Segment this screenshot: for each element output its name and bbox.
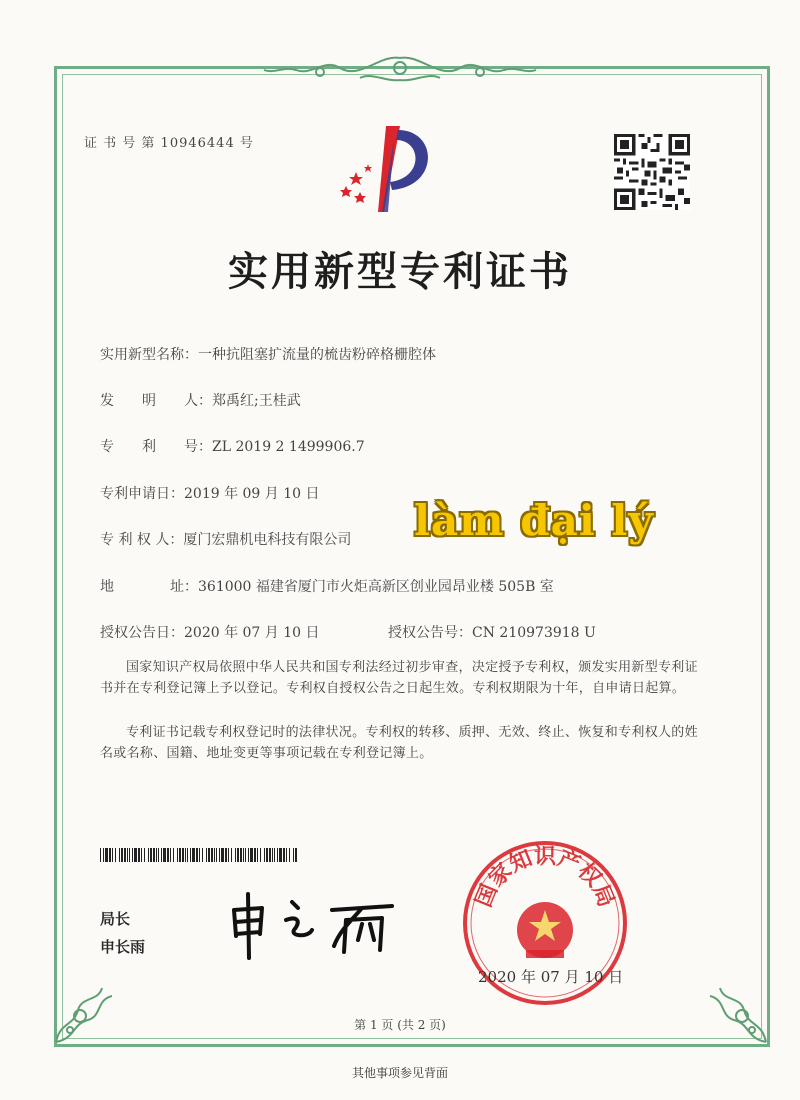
patentee-value: 厦门宏鼎机电科技有限公司 <box>183 532 352 548</box>
director-title: 局长 <box>100 910 131 928</box>
barcode-bar <box>214 848 215 862</box>
body-paragraph-1: 国家知识产权局依照中华人民共和国专利法经过初步审查，决定授予专利权，颁发实用新型专利证书并在专利登记簿上予以登记。专利权自授权公告之日起生效。专利权期限为十年，自申请日起算。 <box>100 660 698 696</box>
inventor-row <box>100 390 301 410</box>
barcode-bar <box>170 848 171 862</box>
barcode-bar <box>150 848 152 862</box>
barcode-bar <box>158 848 159 862</box>
barcode-bar <box>283 848 285 862</box>
barcode-bar <box>185 848 186 862</box>
address-value: 361000 福建省厦门市火炬高新区创业园昂业楼 505B 室 <box>198 579 554 595</box>
barcode-bar <box>134 848 137 862</box>
barcode-bar <box>221 848 224 862</box>
certificate-number-label: 证 书 号 第 <box>84 136 156 151</box>
barcode-bar <box>245 848 246 862</box>
barcode-bar <box>105 848 108 862</box>
barcode-bar <box>272 848 273 862</box>
grant-date-row <box>100 622 320 642</box>
barcode <box>100 848 298 862</box>
barcode-bar <box>173 848 174 862</box>
patent-number-value: ZL 2019 2 1499906.7 <box>212 439 365 455</box>
barcode-bar <box>109 848 111 862</box>
page-number: 第 1 页 (共 2 页) <box>354 1018 446 1032</box>
body-paragraph-2: 专利证书记载专利权登记时的法律状况。专利权的转移、质押、无效、终止、恢复和专利权人的姓名或名称、国籍、地址变更等事项记载在专利登记簿上。 <box>100 725 698 761</box>
patent-number-label: 专 利 号： <box>100 439 212 455</box>
top-ornament <box>260 52 540 86</box>
barcode-bar <box>132 848 133 862</box>
barcode-bar <box>240 848 242 862</box>
barcode-bar <box>231 848 232 862</box>
barcode-bar <box>235 848 236 862</box>
barcode-bar <box>257 848 258 862</box>
barcode-bar <box>182 848 184 862</box>
barcode-bar <box>264 848 265 862</box>
patent-number-row <box>100 436 365 456</box>
inventor-value: 郑禹红;王桂武 <box>212 393 301 409</box>
barcode-bar <box>199 848 200 862</box>
overlay-caption: làm đại lý <box>414 496 654 545</box>
barcode-bar <box>237 848 239 862</box>
barcode-bar <box>161 848 162 862</box>
grant-number-label: 授权公告号： <box>388 625 472 641</box>
utility-model-name-value: 一种抗阻塞扩流量的梳齿粉碎格栅腔体 <box>198 347 436 363</box>
barcode-bar <box>153 848 155 862</box>
barcode-bar <box>192 848 195 862</box>
barcode-bar <box>279 848 282 862</box>
filing-date-label: 专利申请日： <box>100 486 184 502</box>
barcode-bar <box>260 848 261 862</box>
filing-date-value: 2019 年 09 月 10 日 <box>184 486 320 502</box>
certificate-number-value: 10946444 <box>160 136 235 151</box>
bottom-right-ornament <box>692 966 772 1046</box>
barcode-bar <box>163 848 166 862</box>
inventor-label: 发 明 人： <box>100 393 212 409</box>
filing-date-row <box>100 483 320 503</box>
barcode-bar <box>206 848 207 862</box>
barcode-bar <box>190 848 191 862</box>
director-signature <box>222 880 402 960</box>
barcode-bar <box>177 848 178 862</box>
barcode-bar <box>269 848 271 862</box>
barcode-bar <box>103 848 104 862</box>
certificate-title: 实用新型专利证书 <box>228 248 572 295</box>
barcode-bar <box>138 848 140 862</box>
barcode-bar <box>208 848 210 862</box>
barcode-bar <box>115 848 116 862</box>
barcode-bar <box>129 848 130 862</box>
barcode-bar <box>295 848 297 862</box>
barcode-bar <box>144 848 145 862</box>
seal-text: 国家知识产权局 <box>470 843 620 911</box>
barcode-bar <box>148 848 149 862</box>
barcode-bar <box>112 848 113 862</box>
barcode-bar <box>211 848 213 862</box>
barcode-bar <box>250 848 253 862</box>
grant-date-value: 2020 年 07 月 10 日 <box>184 625 320 641</box>
certificate-number <box>84 132 254 151</box>
grant-number-row <box>388 622 596 642</box>
barcode-bar <box>243 848 244 862</box>
utility-model-name-row <box>100 344 436 364</box>
barcode-bar <box>179 848 181 862</box>
certificate-number-suffix: 号 <box>239 136 254 151</box>
barcode-bar <box>156 848 157 862</box>
barcode-bar <box>219 848 220 862</box>
barcode-bar <box>187 848 188 862</box>
barcode-bar <box>248 848 249 862</box>
barcode-bar <box>286 848 287 862</box>
director-name: 申长雨 <box>100 938 146 956</box>
barcode-bar <box>216 848 217 862</box>
barcode-bar <box>119 848 120 862</box>
barcode-bar <box>293 848 294 862</box>
barcode-bar <box>121 848 123 862</box>
bottom-left-ornament <box>50 966 130 1046</box>
barcode-bar <box>167 848 169 862</box>
barcode-bar <box>127 848 128 862</box>
grant-date-label: 授权公告日： <box>100 625 184 641</box>
address-label: 地 址： <box>100 579 198 595</box>
barcode-bar <box>274 848 275 862</box>
barcode-bar <box>141 848 142 862</box>
utility-model-name-label: 实用新型名称： <box>100 347 198 363</box>
svg-text:国家知识产权局 <box>470 843 619 910</box>
cnipa-logo-icon <box>328 120 448 220</box>
patentee-row <box>100 529 351 549</box>
patentee-label: 专 利 权 人： <box>100 532 184 548</box>
barcode-bar <box>196 848 198 862</box>
barcode-bar <box>228 848 229 862</box>
barcode-bar <box>100 848 101 862</box>
qr-code <box>614 134 690 210</box>
address-row <box>100 576 554 596</box>
grant-number-value: CN 210973918 U <box>472 625 596 641</box>
barcode-bar <box>254 848 256 862</box>
footer-note: 其他事项参见背面 <box>351 1066 448 1080</box>
barcode-bar <box>289 848 290 862</box>
barcode-bar <box>225 848 227 862</box>
seal-date: 2020 年 07 月 10 日 <box>478 968 624 986</box>
barcode-bar <box>202 848 203 862</box>
barcode-bar <box>266 848 268 862</box>
barcode-bar <box>277 848 278 862</box>
barcode-bar <box>124 848 126 862</box>
